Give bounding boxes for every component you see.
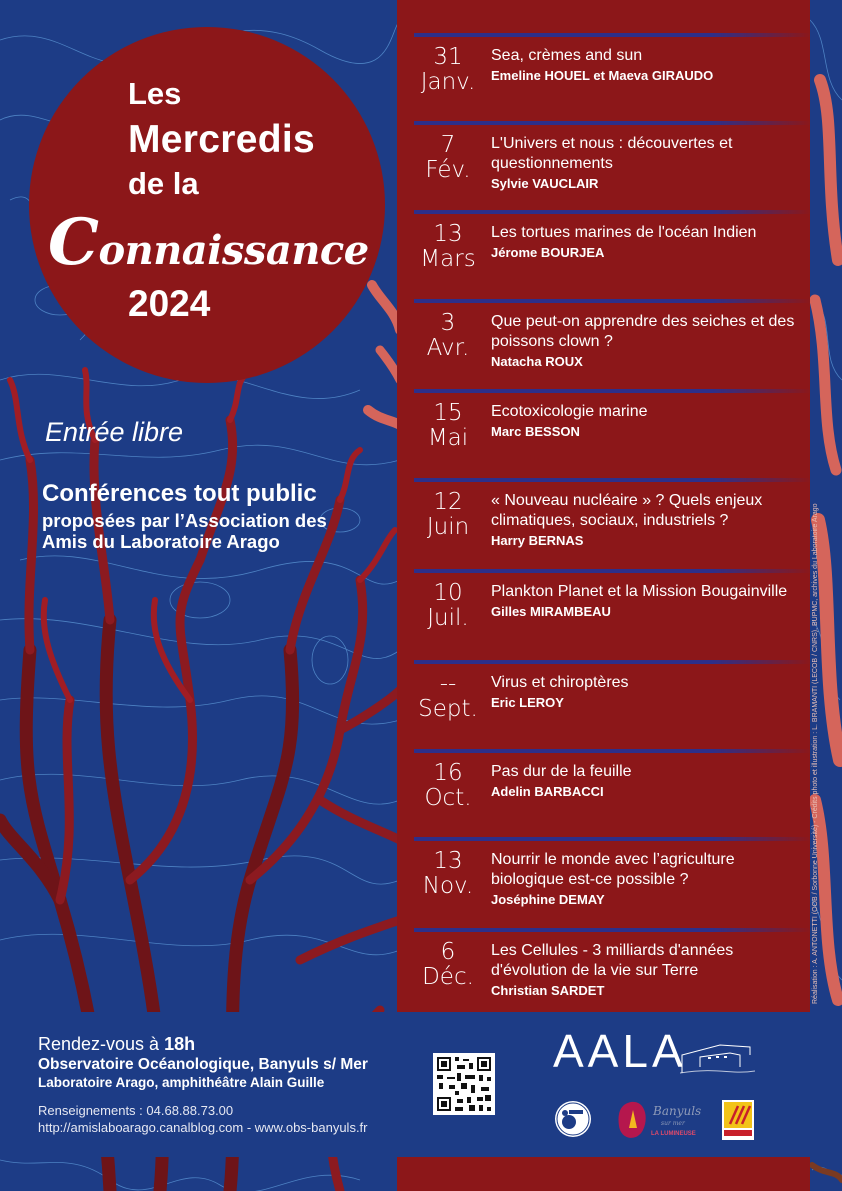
- qr-code-icon[interactable]: [433, 1053, 495, 1115]
- title-line-les: Les: [128, 76, 182, 111]
- aala-building-sketch: [680, 1035, 755, 1080]
- aala-logo: AALA: [553, 1025, 687, 1077]
- event-month: Fév.: [425, 157, 471, 183]
- event-date: [414, 311, 482, 361]
- event-month: Mars: [420, 246, 476, 272]
- event-item: [414, 478, 810, 569]
- event-item: [414, 837, 810, 928]
- event-info: [491, 402, 803, 442]
- title-line-mercredis: Mercredis: [128, 118, 315, 161]
- event-item: [414, 660, 810, 749]
- event-date: [414, 940, 482, 990]
- event-item: [414, 33, 810, 121]
- conferences-heading: Conférences tout public: [42, 480, 317, 507]
- pyrenees-orientales-logo: [722, 1100, 754, 1140]
- event-title: Ecotoxicologie marine: [491, 403, 648, 420]
- event-date: [414, 401, 482, 451]
- event-month: Nov.: [422, 873, 474, 899]
- event-info: [491, 582, 803, 622]
- event-date: [414, 581, 482, 631]
- title-connaissance-rest: onnaissance: [98, 227, 369, 274]
- event-day: 13: [433, 221, 463, 247]
- event-title: « Nouveau nucléaire » ? Quels enjeux climatiques, sociaux, industriels ?: [491, 492, 763, 529]
- event-day: 13: [433, 848, 463, 874]
- event-info: [491, 762, 803, 802]
- event-speaker: Jérome BOURJEA: [491, 245, 605, 260]
- qr-code-pattern: [433, 1053, 495, 1115]
- event-title: Plankton Planet et la Mission Bougainville: [491, 583, 788, 600]
- event-item: [414, 299, 810, 389]
- event-title: L'Univers et nous : découvertes et questionnements: [491, 135, 733, 172]
- credits-text: Réalisation : A. ANTONETTI (OOB / Sorbonne Université) - Crédits photo et illustration : L. BRAMANTI (LECOB / CNRS), BUPMC, archives du Laboratoire Arago: [812, 503, 819, 1004]
- event-speaker: Sylvie VAUCLAIR: [491, 176, 599, 191]
- event-month: Juil.: [427, 605, 469, 631]
- event-month: Juin: [426, 514, 470, 540]
- event-title: Sea, crèmes and sun: [491, 47, 643, 64]
- laboratoire-arago-logo: [554, 1100, 592, 1138]
- event-info: [491, 46, 803, 86]
- event-speaker: Gilles MIRAMBEAU: [491, 604, 611, 619]
- event-info: [491, 223, 803, 263]
- event-title: Les Cellules - 3 milliards d'années d'évolution de la vie sur Terre: [491, 942, 734, 979]
- event-info: [491, 941, 803, 1001]
- event-speaker: Eric LEROY: [491, 695, 564, 710]
- event-info: [491, 134, 803, 194]
- phone-info: Renseignements : 04.68.88.73.00: [38, 1103, 234, 1118]
- event-title: Nourrir le monde avec l’agriculture biologique est-ce possible ?: [491, 851, 735, 888]
- event-info: [491, 673, 803, 713]
- event-date: [414, 490, 482, 540]
- event-title: Les tortues marines de l'océan Indien: [491, 224, 757, 241]
- event-speaker: Joséphine DEMAY: [491, 892, 605, 907]
- title-line-de-la: de la: [128, 166, 199, 201]
- event-item: [414, 121, 810, 210]
- event-date: [414, 672, 482, 722]
- event-date: [414, 133, 482, 183]
- event-day: 16: [433, 760, 463, 786]
- event-day: 10: [433, 580, 463, 606]
- title-year: 2024: [128, 283, 211, 324]
- website-links[interactable]: http://amislaboarago.canalblog.com - www.obs-banyuls.fr: [38, 1120, 368, 1135]
- conferences-subheading-line1: proposées par l’Association des: [42, 510, 327, 531]
- event-day: 31: [433, 44, 463, 70]
- event-title: Pas dur de la feuille: [491, 763, 632, 780]
- event-day: 3: [440, 310, 456, 336]
- event-month: Avr.: [426, 335, 470, 361]
- svg-text:LA LUMINEUSE: LA LUMINEUSE: [651, 1131, 696, 1137]
- title-connaissance: [48, 205, 369, 280]
- meeting-time: [38, 1034, 195, 1055]
- event-month: Janv.: [420, 69, 476, 95]
- event-speaker: Christian SARDET: [491, 983, 605, 998]
- event-item: [414, 749, 810, 837]
- event-day: --: [439, 671, 457, 697]
- event-title: Que peut-on apprendre des seiches et des poissons clown ?: [491, 313, 795, 350]
- event-day: 6: [440, 939, 456, 965]
- event-item: [414, 928, 810, 1008]
- title-connaissance-initial: C: [48, 205, 99, 280]
- event-day: 12: [433, 489, 463, 515]
- event-speaker: Adelin BARBACCI: [491, 784, 604, 799]
- event-speaker: Marc BESSON: [491, 424, 580, 439]
- event-info: [491, 491, 803, 551]
- free-entry-label: Entrée libre: [45, 417, 184, 447]
- event-item: [414, 389, 810, 478]
- event-item: [414, 210, 810, 299]
- svg-text:Banyuls: Banyuls: [653, 1104, 702, 1118]
- event-date: [414, 849, 482, 899]
- event-date: [414, 761, 482, 811]
- event-speaker: Emeline HOUEL et Maeva GIRAUDO: [491, 68, 714, 83]
- banyuls-sur-mer-logo: [617, 1100, 702, 1140]
- event-title: Virus et chiroptères: [491, 674, 629, 691]
- conferences-subheading-line2: Amis du Laboratoire Arago: [42, 531, 280, 552]
- location-line: Observatoire Océanologique, Banyuls s/ Mer: [38, 1056, 368, 1073]
- event-info: [491, 850, 803, 910]
- venue-line: Laboratoire Arago, amphithéâtre Alain Guille: [38, 1075, 325, 1090]
- meeting-time-prefix: Rendez-vous à: [38, 1034, 165, 1054]
- event-speaker: Harry BERNAS: [491, 533, 584, 548]
- event-info: [491, 312, 803, 372]
- event-list: [414, 33, 810, 1008]
- event-month: Oct.: [424, 785, 472, 811]
- event-day: 7: [440, 132, 456, 158]
- conferences-subheading: [42, 510, 327, 552]
- event-month: Mai: [427, 425, 469, 451]
- meeting-time-value: 18h: [164, 1034, 196, 1054]
- event-date: [414, 45, 482, 95]
- event-month: Déc.: [422, 964, 474, 990]
- event-date: [414, 222, 482, 272]
- event-month: Sept.: [418, 696, 478, 722]
- event-day: 15: [433, 400, 463, 426]
- svg-text:sur mer: sur mer: [661, 1120, 685, 1127]
- event-speaker: Natacha ROUX: [491, 354, 583, 369]
- event-item: [414, 569, 810, 660]
